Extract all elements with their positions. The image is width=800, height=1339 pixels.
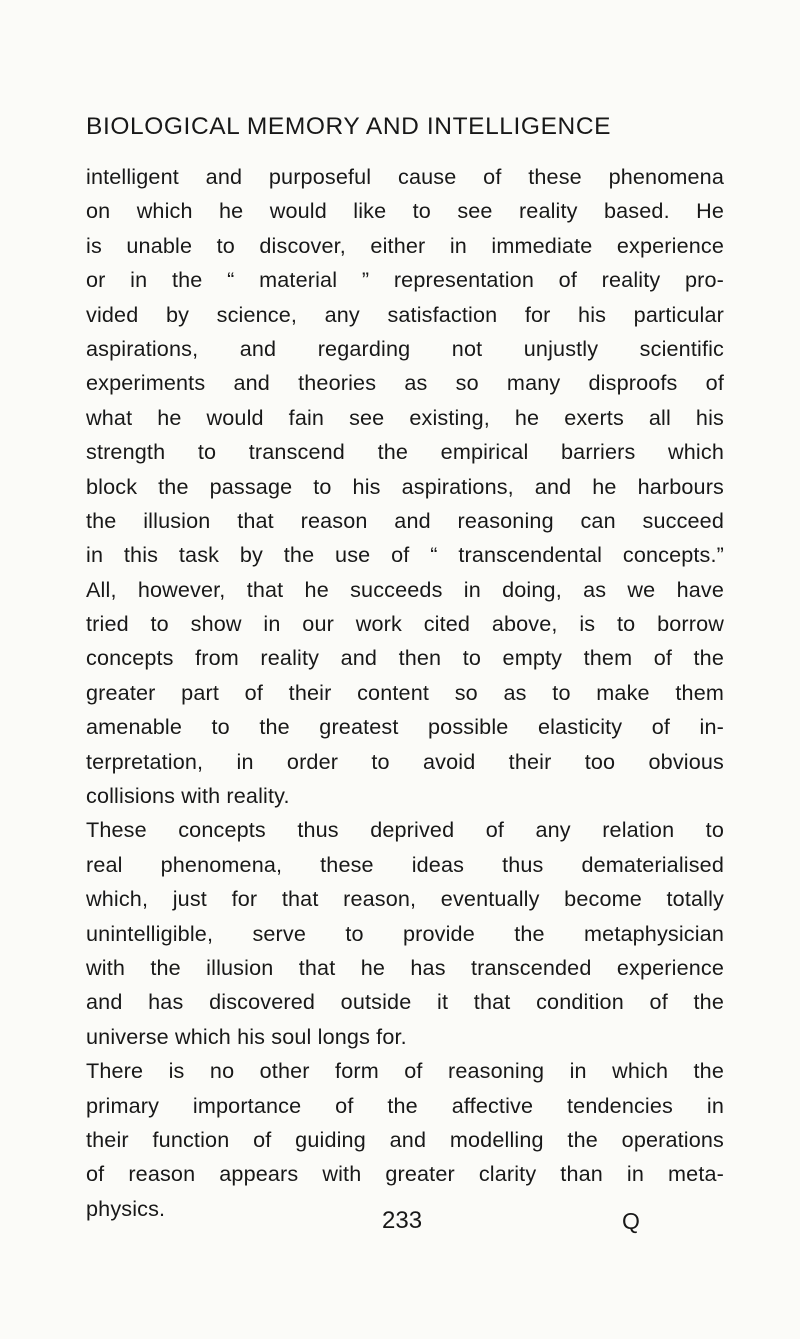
text-line: strength to transcend the empirical barriers which [86,439,724,465]
text-line: physics. [86,1195,166,1221]
text-line: universe which his soul longs for. [86,1023,407,1049]
text-line: primary importance of the affective tendencies in [86,1092,724,1118]
text-line: tried to show in our work cited above, is to borrow [86,611,724,637]
text-line: aspirations, and regarding not unjustly scientific [86,335,724,361]
text-line: is unable to discover, either in immediate experience [86,232,724,258]
text-line: of reason appears with greater clarity than in meta- [86,1161,724,1187]
text-line: intelligent and purposeful cause of these phenomena [86,164,724,189]
text-line: the illusion that reason and reasoning can succeed [86,507,724,533]
body-text [86,160,724,1226]
text-line: which, just for that reason, eventually become totally [86,886,724,912]
text-line: vided by science, any satisfaction for his particular [86,301,724,327]
page-number: 233 [382,1207,423,1234]
text-line: experiments and theories as so many disproofs of [86,370,724,396]
text-line: what he would fain see existing, he exerts all his [86,404,724,430]
text-line: in this task by the use of “ transcendental concepts.” [86,542,724,568]
text-line: terpretation, in order to avoid their too obvious [86,748,724,774]
text-line: concepts from reality and then to empty them of the [86,645,724,671]
text-line: and has discovered outside it that condition of the [86,989,724,1015]
signature-mark: Q [622,1208,640,1234]
text-line: with the illusion that he has transcended experience [86,954,724,980]
text-line: real phenomena, these ideas thus dematerialised [86,851,724,877]
text-line: amenable to the greatest possible elasticity of in- [86,714,724,740]
text-line: on which he would like to see reality based. He [86,198,724,224]
text-line: or in the “ material ” representation of reality pro- [86,267,724,293]
text-line: All, however, that he succeeds in doing, as we have [86,576,724,602]
text-line: unintelligible, serve to provide the metaphysician [86,920,724,946]
text-line: These concepts thus deprived of any relation to [86,817,724,843]
text-line: their function of guiding and modelling the operations [86,1126,724,1152]
running-head: BIOLOGICAL MEMORY AND INTELLIGENCE [86,113,612,140]
text-line: block the passage to his aspirations, and he harbours [86,473,724,499]
text-line: greater part of their content so as to make them [86,679,724,705]
text-line: There is no other form of reasoning in which the [86,1058,724,1084]
text-line: collisions with reality. [86,783,290,809]
